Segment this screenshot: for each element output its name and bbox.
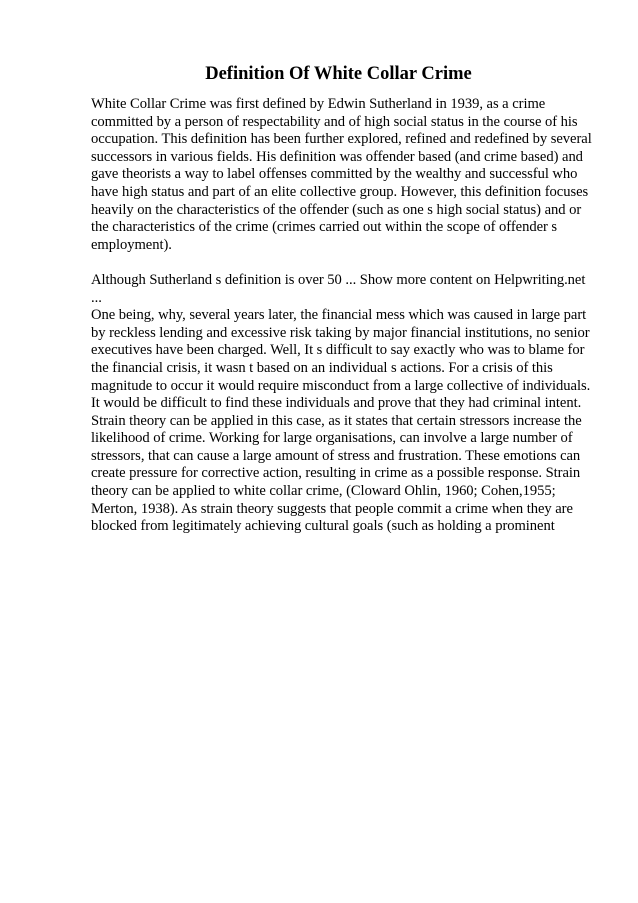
document-title: Definition Of White Collar Crime [205, 64, 472, 84]
paragraph-spacer [91, 254, 598, 272]
paragraph-teaser: Although Sutherland s definition is over 50 ... Show more content on Helpwriting.net ... [91, 271, 586, 306]
paragraph-body: One being, why, several years later, the financial mess which was caused in large part by reckless lending and excessive risk taking by major financial institutions, no senior executives have been charged. Well, It s difficult to say exactly who was to blame for the financial crisis, it wasn t based on an individual s actions. For a crisis of this magnitude to occur it would require misconduct from a large collective of individuals. It would be difficult to find these individuals and prove that they had criminal intent. Strain theory can be applied in this case, as it states that certain stressors increase the likelihood of crime. Working for large organisations, can involve a large number of stressors, that can cause a large amount of stress and frustration. These emotions can create pressure for corrective action, resulting in crime as a possible response. Strain theory can be applied to white collar crime, (Cloward Ohlin, 1960; Cohen,1955; Merton, 1938). As strain theory suggests that people commit a crime when they are blocked from legitimately achieving cultural goals (such as holding a prominent [91, 307, 591, 535]
paragraph-intro: White Collar Crime was first defined by Edwin Sutherland in 1939, as a crime committed by a person of respectability and of high social status in the course of his occupation. This definition has been further explored, refined and redefined by several successors in various fields. His definition was offender based (and crime based) and gave theorists a way to label offenses committed by the wealthy and successful who have high status and part of an elite collective group. However, this definition focuses heavily on the characteristics of the offender (such as one s high social status) and or the characteristics of the crime (crimes carried out within the scope of offender s employment). [91, 96, 592, 253]
